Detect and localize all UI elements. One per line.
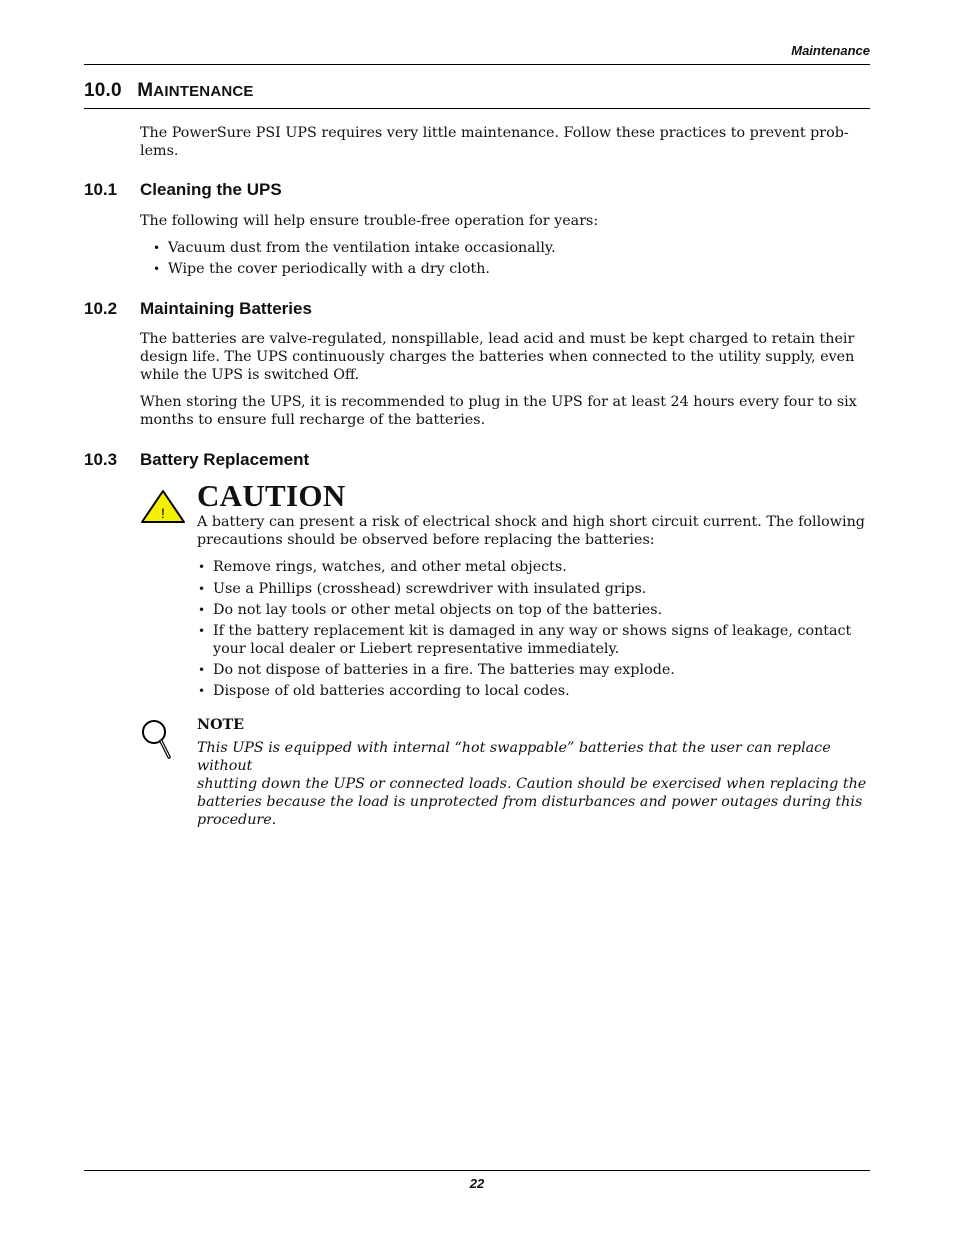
section-heading-maintenance (84, 80, 254, 102)
list-item: • Do not lay tools or other metal objects on top of the batteries. (198, 602, 663, 618)
intro-line: The PowerSure PSI UPS requires very little maintenance. Follow these practices to prevent prob- (140, 125, 849, 141)
warning-triangle-icon (140, 489, 186, 525)
section-rule (84, 108, 870, 109)
svg-text:!: ! (161, 505, 165, 521)
cleaning-intro: The following will help ensure trouble-free operation for years: (140, 213, 599, 229)
subsection-heading-cleaning (84, 180, 282, 200)
list-item: • If the battery replacement kit is damaged in any way or shows signs of leakage, contact your local dealer or Liebert representative immediately. (198, 623, 852, 657)
list-item: • Remove rings, watches, and other metal objects. (198, 559, 567, 575)
page-number: 22 (469, 1176, 485, 1191)
batteries-paragraph-1: The batteries are valve-regulated, nonspillable, lead acid and must be kept charged to retain their design life. The UPS continuously charges the batteries when connected to the utility supply, even while the UPS is switched Off. (140, 331, 855, 383)
subsection-title: Cleaning the UPS (140, 180, 282, 199)
running-header: Maintenance (791, 43, 870, 58)
note-body: This UPS is equipped with internal “hot swappable” batteries that the user can replace without shutting down the UPS or connected loads. Caution should be exercised when replacing the batteries because the load is unprotected from disturbances and power outages during this procedure. (197, 740, 867, 828)
list-item: • Use a Phillips (crosshead) screwdriver with insulated grips. (198, 581, 647, 597)
list-item: • Do not dispose of batteries in a fire. The batteries may explode. (198, 662, 675, 678)
caution-text: A battery can present a risk of electrical shock and high short circuit current. The following precautions should be observed before replacing the batteries: (197, 514, 865, 548)
list-item: • Vacuum dust from the ventilation intake occasionally. (153, 240, 556, 256)
subsection-number: 10.2 (84, 299, 118, 318)
magnifier-icon (140, 718, 174, 762)
caution-title: CAUTION (197, 478, 346, 513)
section-title-initial: M (137, 80, 154, 101)
footer-rule (84, 1170, 870, 1171)
subsection-title: Battery Replacement (140, 450, 310, 469)
cleaning-bullet-list (153, 239, 853, 278)
list-item: • Dispose of old batteries according to local codes. (198, 683, 570, 699)
subsection-number: 10.3 (84, 450, 118, 469)
section-title-rest: AINTENANCE (153, 83, 254, 100)
subsection-heading-batteries (84, 299, 312, 319)
batteries-paragraph-2: When storing the UPS, it is recommended to plug in the UPS for at least 24 hours every four to six months to ensure full recharge of the batteries. (140, 394, 857, 428)
caution-bullet-list (198, 558, 868, 700)
intro-line: lems. (140, 143, 179, 159)
subsection-title: Maintaining Batteries (140, 299, 312, 318)
section-number: 10.0 (84, 80, 122, 101)
subsection-number: 10.1 (84, 180, 118, 199)
subsection-heading-replacement (84, 450, 309, 470)
list-item: • Wipe the cover periodically with a dry cloth. (153, 261, 490, 277)
intro-paragraph (140, 124, 860, 160)
note-title: NOTE (197, 717, 245, 733)
header-rule (84, 64, 870, 65)
